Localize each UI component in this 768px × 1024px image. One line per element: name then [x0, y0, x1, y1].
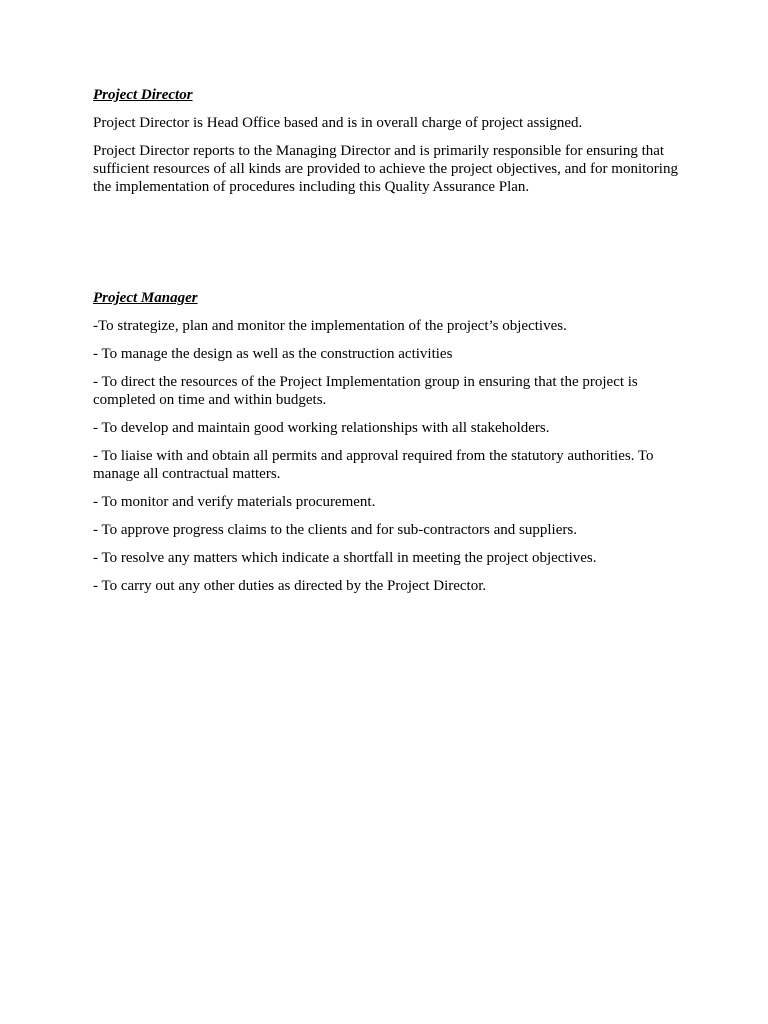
- project-director-section: [93, 86, 683, 206]
- paragraph: Project Director is Head Office based and is in overall charge of project assigned.: [93, 115, 583, 131]
- duty-item: - To monitor and verify materials procurement.: [93, 494, 376, 510]
- duty-item: - To carry out any other duties as directed by the Project Director.: [93, 578, 487, 594]
- section-heading: Project Manager: [93, 290, 198, 306]
- duty-item: - To develop and maintain good working relationships with all stakeholders.: [93, 420, 550, 436]
- duty-item: - To approve progress claims to the clients and for sub-contractors and suppliers.: [93, 522, 577, 538]
- duty-item: - To liaise with and obtain all permits and approval required from the statutory authorities. To manage all contractual matters.: [93, 448, 654, 482]
- project-manager-section: [93, 289, 683, 605]
- duty-item: - To resolve any matters which indicate a shortfall in meeting the project objectives.: [93, 550, 597, 566]
- paragraph: Project Director reports to the Managing Director and is primarily responsible for ensuring that sufficient resources of all kinds are provided to achieve the project objectives, and for monitoring the implementation of procedures including this Quality Assurance Plan.: [93, 143, 678, 195]
- duty-item: - To manage the design as well as the construction activities: [93, 346, 453, 362]
- duty-item: -To strategize, plan and monitor the implementation of the project’s objectives.: [93, 318, 567, 334]
- section-heading: Project Director: [93, 87, 193, 103]
- duty-item: - To direct the resources of the Project Implementation group in ensuring that the project is completed on time and within budgets.: [93, 374, 638, 408]
